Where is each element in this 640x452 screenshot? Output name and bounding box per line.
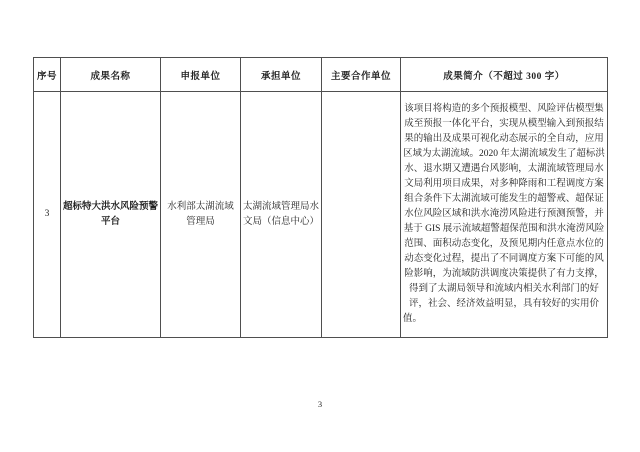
cell-result-summary: 该项目将构造的多个预报模型、风险评估模型集成至预报一体化平台，实现从模型输入到预报结果的输出及成果可视化动态展示的全自动，应用区域为太湖流域。2020 年太湖流域发生了超标洪水、退水期又遭遇台风影响，太湖流域管理局水文局利用项目成果，对多种降雨和工程调度方案组合条件下太湖流域可能发生的超警戒、超保证水位风险区域和洪水淹涝风险进行预测预警，并基于 GIS 展示流域超警超保范围和洪水淹涝风险范围、面积动态变化，及预见期内任意点水位的动态变化过程，提出了不同调度方案下可能的风险影响，为流域防洪调度决策提供了有力支撑，得到了太湖局领导和流域内相关水利部门的好评，社会、经济效益明显，具有较好的实用价值。 xyxy=(401,92,608,338)
cell-result-name: 超标特大洪水风险预警平台 xyxy=(61,92,161,338)
header-declaring-unit: 申报单位 xyxy=(161,58,241,92)
cell-serial-number: 3 xyxy=(34,92,61,338)
header-main-partners: 主要合作单位 xyxy=(322,58,401,92)
cell-main-partners xyxy=(322,92,401,338)
table-row xyxy=(34,92,608,338)
results-table xyxy=(33,57,608,338)
header-serial-number: 序号 xyxy=(34,58,61,92)
cell-declaring-unit: 水利部太湖流域管理局 xyxy=(161,92,241,338)
table-header-row xyxy=(34,58,608,92)
header-undertaking-unit: 承担单位 xyxy=(241,58,322,92)
page-number: 3 xyxy=(317,399,323,409)
header-result-summary: 成果简介（不超过 300 字） xyxy=(401,58,608,92)
header-result-name: 成果名称 xyxy=(61,58,161,92)
cell-undertaking-unit: 太湖流域管理局水文局（信息中心） xyxy=(241,92,322,338)
